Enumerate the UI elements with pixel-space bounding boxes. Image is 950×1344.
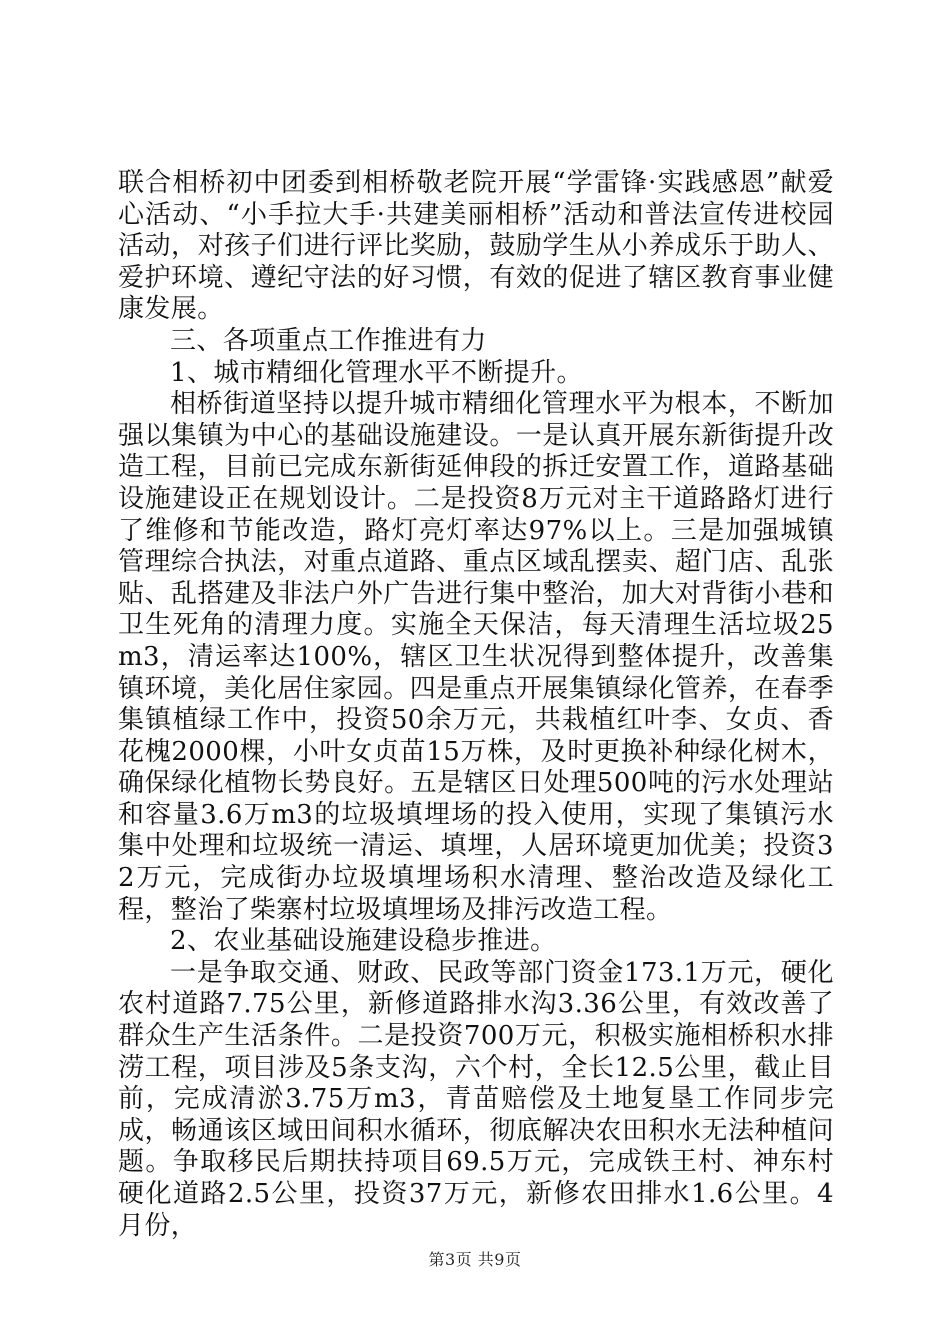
paragraph-urban-management: 相桥街道坚持以提升城市精细化管理水平为根本，不断加强以集镇为中心的基础设施建设。一是认真开展东新街提升改造工程，目前已完成东新街延伸段的拆迁安置工作，道路基础设施建设正在规划设计。二是投资8万元对主干道路路灯进行了维修和节能改造，路灯亮灯率达97%以上。三是加强城镇管理综合执法，对重点道路、重点区域乱摆卖、超门店、乱张贴、乱搭建及非法户外广告进行集中整治，加大对背街小巷和卫生死角的清理力度。实施全天保洁，每天清理生活垃圾25m3，清运率达100%，辖区卫生状况得到整体提升，改善集镇环境，美化居住家园。四是重点开展集镇绿化管养，在春季集镇植绿工作中，投资50余万元，共栽植红叶李、女贞、香花槐2000棵，小叶女贞苗15万株，及时更换补种绿化树木，确保绿化植物长势良好。五是辖区日处理500吨的污水处理站和容量3.6万m3的垃圾填埋场的投入使用，实现了集镇污水集中处理和垃圾统一清运、填埋，人居环境更加优美；投资32万元，完成街办垃圾填埋场积水清理、整治改造及绿化工程，整治了柴寨村垃圾填埋场及排污改造工程。 (118, 389, 834, 925)
paragraph-agriculture: 一是争取交通、财政、民政等部门资金173.1万元，硬化农村道路7.75公里，新修道路排水沟3.36公里，有效改善了群众生产生活条件。二是投资700万元，积极实施相桥积水排涝工程，项目涉及5条支沟，六个村，全长12.5公里，截止目前，完成清淤3.75万m3，青苗赔偿及土地复垦工作同步完成，畅通该区域田间积水循环，彻底解决农田积水无法种植问题。争取移民后期扶持项目69.5万元，完成铁王村、神东村硬化道路2.5公里，投资37万元，新修农田排水1.6公里。4月份， (118, 957, 834, 1241)
document-body (118, 168, 834, 1242)
paragraph-continuation: 联合相桥初中团委到相桥敬老院开展“学雷锋·实践感恩”献爱心活动、“小手拉大手·共建美丽相桥”活动和普法宣传进校园活动，对孩子们进行评比奖励，鼓励学生从小养成乐于助人、爱护环境、遵纪守法的好习惯，有效的促进了辖区教育事业健康发展。 (118, 168, 834, 325)
section-heading-3: 三、各项重点工作推进有力 (170, 325, 487, 356)
subheading-item-1: 1、城市精细化管理水平不断提升。 (170, 357, 583, 388)
subheading-item-2: 2、农业基础设施建设稳步推进。 (170, 926, 557, 957)
page-number-footer: 第3页 共9页 (428, 1250, 522, 1269)
